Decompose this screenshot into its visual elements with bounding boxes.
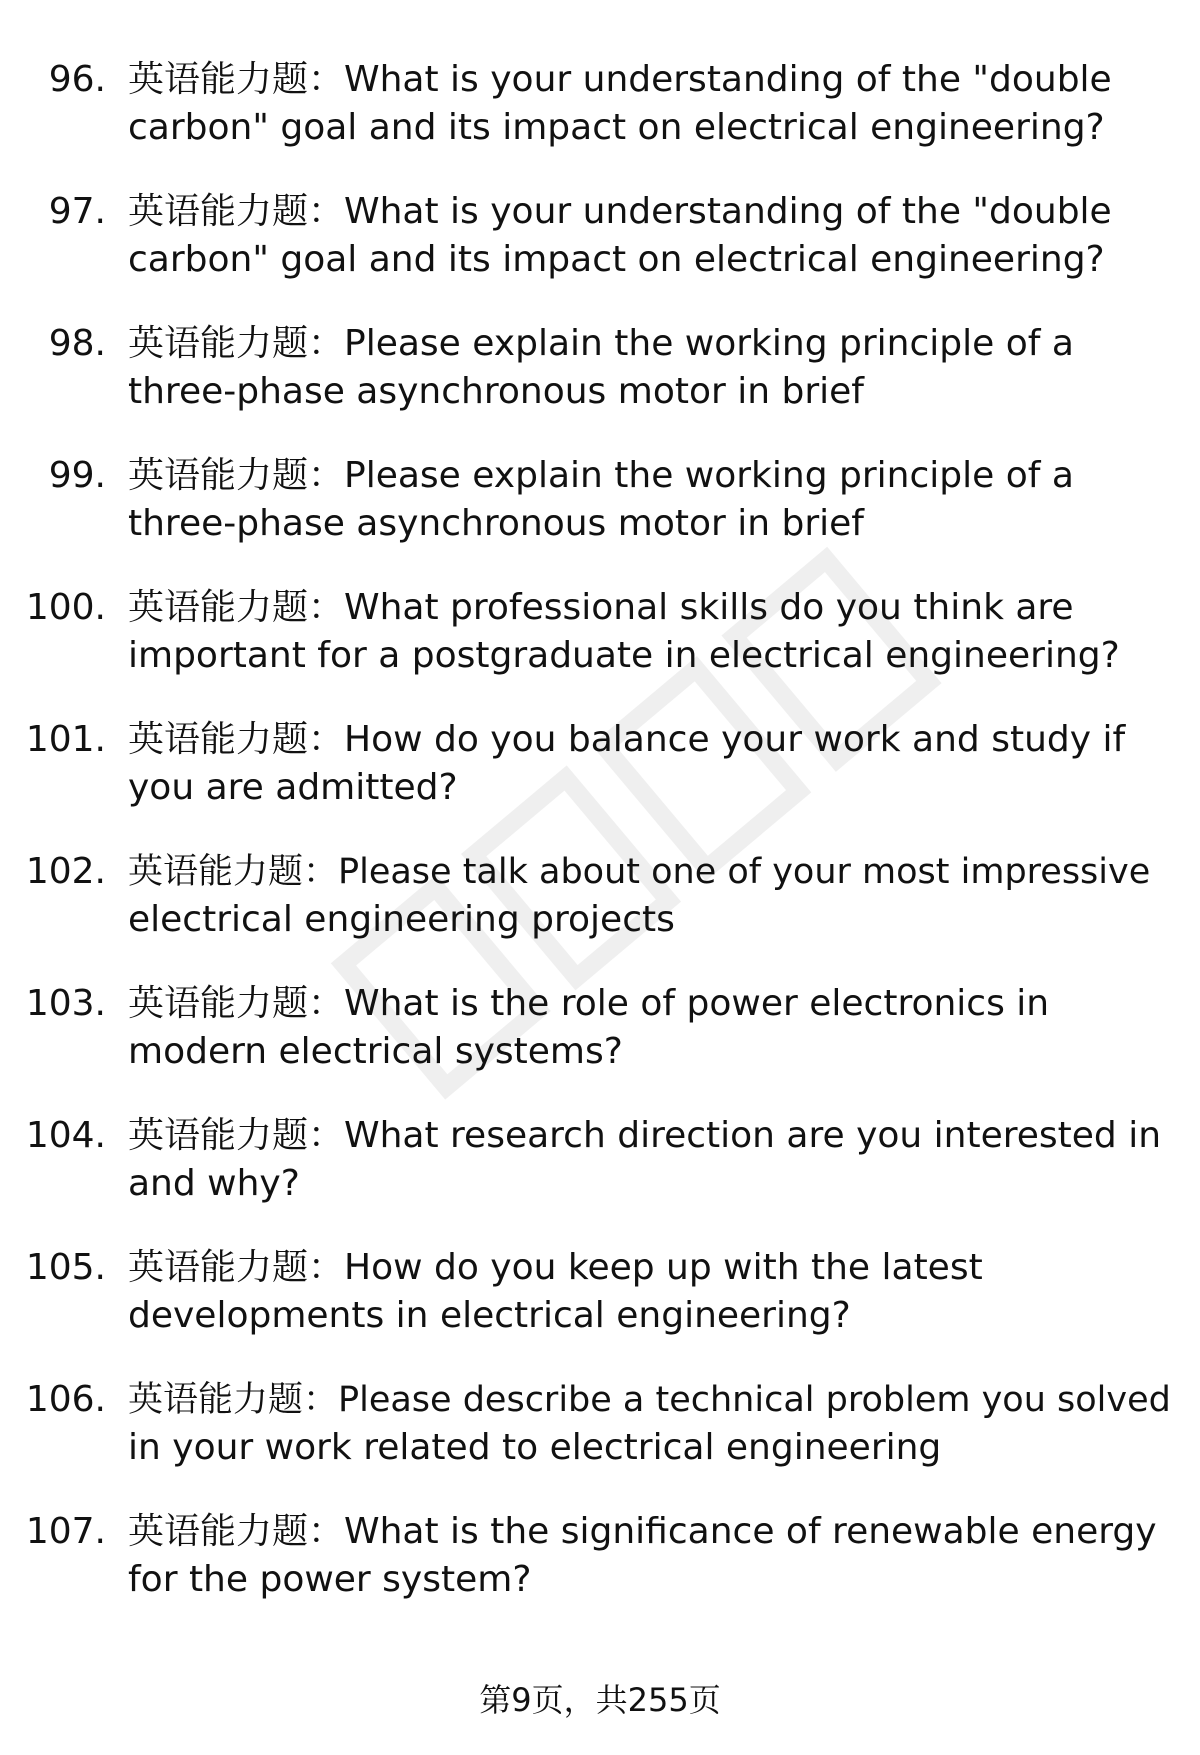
- question-text: [128, 320, 1178, 416]
- question-number: 96.: [48, 59, 106, 100]
- page-number-footer: 第9页，共255页: [479, 1681, 721, 1719]
- question-item: [0, 1376, 1200, 1508]
- question-text-line: 英语能力题：Please talk about one of your most impressive: [128, 852, 1151, 892]
- question-item: [0, 584, 1200, 716]
- question-text: [128, 1376, 1178, 1472]
- question-number: 107.: [25, 1511, 106, 1552]
- question-text: [128, 452, 1178, 548]
- question-list: [0, 56, 1200, 1640]
- question-text: [128, 56, 1178, 152]
- question-text: [128, 980, 1178, 1076]
- question-text-line: modern electrical systems?: [128, 1031, 623, 1072]
- question-text-line: and why?: [128, 1163, 300, 1204]
- question-text-line: 英语能力题：What professional skills do you think are: [128, 587, 1074, 628]
- question-number: 106.: [25, 1379, 106, 1420]
- question-text-line: three-phase asynchronous motor in brief: [128, 503, 864, 544]
- question-item: [0, 320, 1200, 452]
- question-text-line: 英语能力题：How do you balance your work and study if: [128, 719, 1126, 760]
- question-text: [128, 1244, 1178, 1340]
- question-item: [0, 1244, 1200, 1376]
- question-text-line: 英语能力题：Please explain the working principle of a: [128, 323, 1074, 364]
- question-number: 103.: [25, 983, 106, 1024]
- question-number: 101.: [25, 719, 106, 760]
- question-item: [0, 1112, 1200, 1244]
- question-text-line: 英语能力题：Please describe a technical problem you solved: [128, 1380, 1171, 1420]
- question-text-line: 英语能力题：What is your understanding of the "double: [128, 191, 1112, 232]
- question-text-line: 英语能力题：What is the role of power electronics in: [128, 983, 1050, 1024]
- question-item: [0, 452, 1200, 584]
- question-text-line: 英语能力题：What is your understanding of the "double: [128, 59, 1112, 100]
- question-text: [128, 716, 1178, 812]
- question-number: 97.: [48, 191, 106, 232]
- question-number: 100.: [25, 587, 106, 628]
- question-number: 105.: [25, 1247, 106, 1288]
- question-text-line: 英语能力题：What research direction are you interested in: [128, 1115, 1162, 1156]
- question-text-line: electrical engineering projects: [128, 899, 675, 940]
- question-number: 102.: [25, 851, 106, 892]
- question-text-line: 英语能力题：What is the significance of renewable energy: [128, 1511, 1157, 1552]
- question-item: [0, 848, 1200, 980]
- question-text-line: you are admitted?: [128, 767, 458, 808]
- question-item: [0, 1508, 1200, 1640]
- question-item: [0, 188, 1200, 320]
- question-text-line: carbon" goal and its impact on electrical engineering?: [128, 239, 1105, 280]
- question-text-line: important for a postgraduate in electrical engineering?: [128, 635, 1120, 676]
- question-text-line: developments in electrical engineering?: [128, 1295, 851, 1336]
- question-text-line: three-phase asynchronous motor in brief: [128, 371, 864, 412]
- question-text: [128, 1508, 1178, 1604]
- question-item: [0, 980, 1200, 1112]
- question-number: 98.: [48, 323, 106, 364]
- question-item: [0, 716, 1200, 848]
- question-item: [0, 56, 1200, 188]
- question-text-line: 英语能力题：Please explain the working principle of a: [128, 455, 1074, 496]
- question-text-line: for the power system?: [128, 1559, 532, 1600]
- question-number: 104.: [25, 1115, 106, 1156]
- question-text: [128, 584, 1178, 680]
- question-number: 99.: [48, 455, 106, 496]
- question-text: [128, 848, 1178, 944]
- question-text-line: carbon" goal and its impact on electrical engineering?: [128, 107, 1105, 148]
- question-text: [128, 188, 1178, 284]
- question-text-line: 英语能力题：How do you keep up with the latest: [128, 1247, 983, 1288]
- question-text: [128, 1112, 1178, 1208]
- question-text-line: in your work related to electrical engineering: [128, 1427, 942, 1468]
